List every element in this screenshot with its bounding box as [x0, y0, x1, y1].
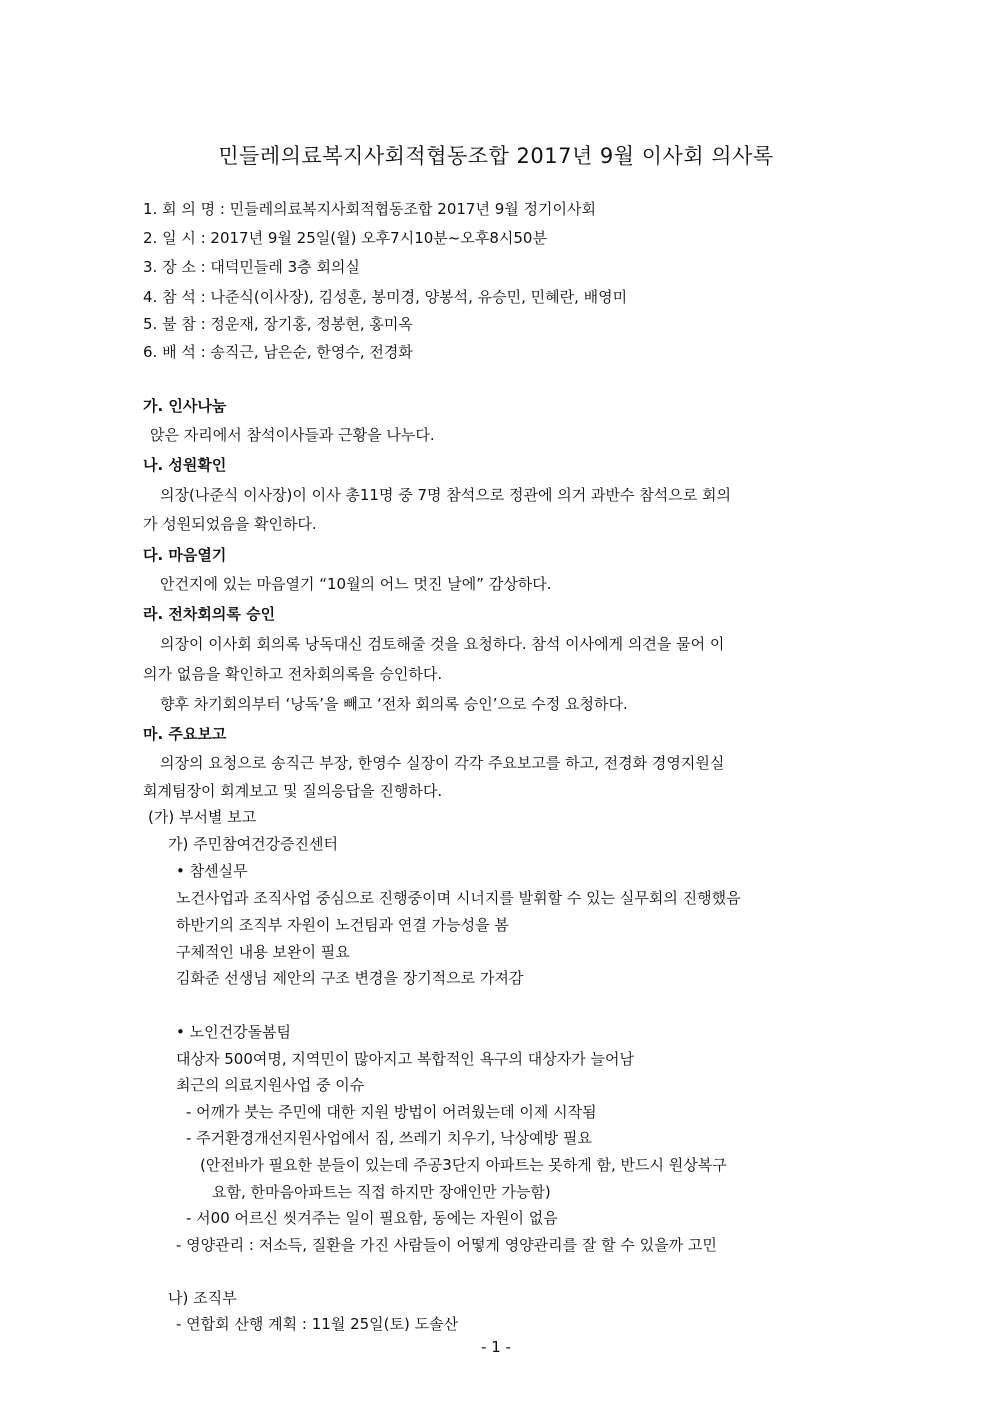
report-dept-na: 나) 조직부 — [168, 1289, 237, 1307]
info-meeting-name: 1. 회 의 명 : 민들레의료복지사회적협동조합 2017년 9월 정기이사회 — [143, 200, 596, 218]
info-attendees: 4. 참 석 : 나준식(이사장), 김성훈, 봉미경, 양봉석, 유승민, 민혜란, 배영미 — [143, 288, 628, 306]
page-title: 민들레의료복지사회적협동조합 2017년 9월 이사회 의사록 — [218, 144, 774, 168]
section-heading-da: 다. 마음열기 — [143, 546, 227, 564]
section-heading-ra: 라. 전차회의록 승인 — [143, 605, 276, 623]
section-heading-ga: 가. 인사나눔 — [143, 397, 227, 415]
section-body-ma-1: 의장의 요청으로 송직근 부장, 한영수 실장이 각각 주요보고를 하고, 전경화 경영지원실 — [160, 754, 725, 772]
section-heading-na: 나. 성원확인 — [143, 456, 227, 474]
section-body-na-2: 가 성원되었음을 확인하다. — [143, 515, 317, 533]
bullet2-line-3: - 어깨가 붓는 주민에 대한 지원 방법이 어려웠는데 이제 시작됨 — [186, 1103, 597, 1121]
report-sub-heading: (가) 부서별 보고 — [148, 808, 257, 826]
bullet2-line-8: - 영양관리 : 저소득, 질환을 가진 사람들이 어떻게 영양관리를 잘 할 수 있을까 고민 — [176, 1236, 717, 1254]
section-body-ra-1: 의장이 이사회 회의록 낭독대신 검토해줄 것을 요청하다. 참석 이사에게 의견을 물어 이 — [160, 635, 725, 653]
bullet2-line-6: 요함, 한마음아파트는 직접 하지만 장애인만 가능함) — [212, 1183, 551, 1201]
page-number: - 1 - — [481, 1338, 511, 1356]
info-observers: 6. 배 석 : 송직근, 남은순, 한영수, 전경화 — [143, 343, 413, 361]
info-date: 2. 일 시 : 2017년 9월 25일(월) 오후7시10분~오후8시50분 — [143, 229, 547, 247]
section-body-ra-3: 향후 차기회의부터 ‘낭독’을 빼고 ‘전차 회의록 승인’으로 수정 요청하다. — [160, 695, 628, 713]
bullet-title-chamsen: • 참센실무 — [176, 862, 248, 880]
section-body-ga: 앉은 자리에서 참석이사들과 근황을 나누다. — [150, 426, 435, 444]
bullet1-line-2: 하반기의 조직부 자원이 노건팀과 연결 가능성을 봄 — [176, 916, 509, 934]
section-heading-ma: 마. 주요보고 — [143, 725, 227, 743]
bullet2-line-4: - 주거환경개선지원사업에서 짐, 쓰레기 치우기, 낙상예방 필요 — [186, 1129, 592, 1147]
report-dept-ga: 가) 주민참여건강증진센터 — [168, 835, 339, 853]
section-body-da: 안건지에 있는 마음열기 “10월의 어느 멋진 날에” 감상하다. — [160, 575, 552, 593]
info-absentees: 5. 불 참 : 정운재, 장기홍, 정봉현, 홍미옥 — [143, 315, 413, 333]
info-place: 3. 장 소 : 대덕민들레 3층 회의실 — [143, 258, 360, 276]
bullet2-line-2: 최근의 의료지원사업 중 이슈 — [176, 1076, 365, 1094]
bullet1-line-4: 김화준 선생님 제안의 구조 변경을 장기적으로 가져감 — [176, 969, 524, 987]
bullet-title-elder-care: • 노인건강돌봄팀 — [176, 1023, 292, 1041]
section-body-ra-2: 의가 없음을 확인하고 전차회의록을 승인하다. — [143, 665, 443, 683]
bullet1-line-1: 노건사업과 조직사업 중심으로 진행중이며 시너지를 발휘할 수 있는 실무회의 진행했음 — [176, 889, 741, 907]
bullet2-line-1: 대상자 500여명, 지역민이 많아지고 복합적인 욕구의 대상자가 늘어남 — [176, 1050, 635, 1068]
dept-na-line-1: - 연합회 산행 계획 : 11월 25일(토) 도솔산 — [176, 1315, 459, 1333]
bullet2-line-7: - 서00 어르신 씻겨주는 일이 필요함, 동에는 자원이 없음 — [186, 1209, 558, 1227]
bullet1-line-3: 구체적인 내용 보완이 필요 — [176, 943, 350, 961]
bullet2-line-5: (안전바가 필요한 분들이 있는데 주공3단지 아파트는 못하게 함, 반드시 원상복구 — [200, 1156, 727, 1174]
section-body-ma-2: 회계팀장이 회계보고 및 질의응답을 진행하다. — [143, 782, 443, 800]
section-body-na-1: 의장(나준식 이사장)이 이사 총11명 중 7명 참석으로 정관에 의거 과반수 참석으로 회의 — [160, 486, 731, 504]
